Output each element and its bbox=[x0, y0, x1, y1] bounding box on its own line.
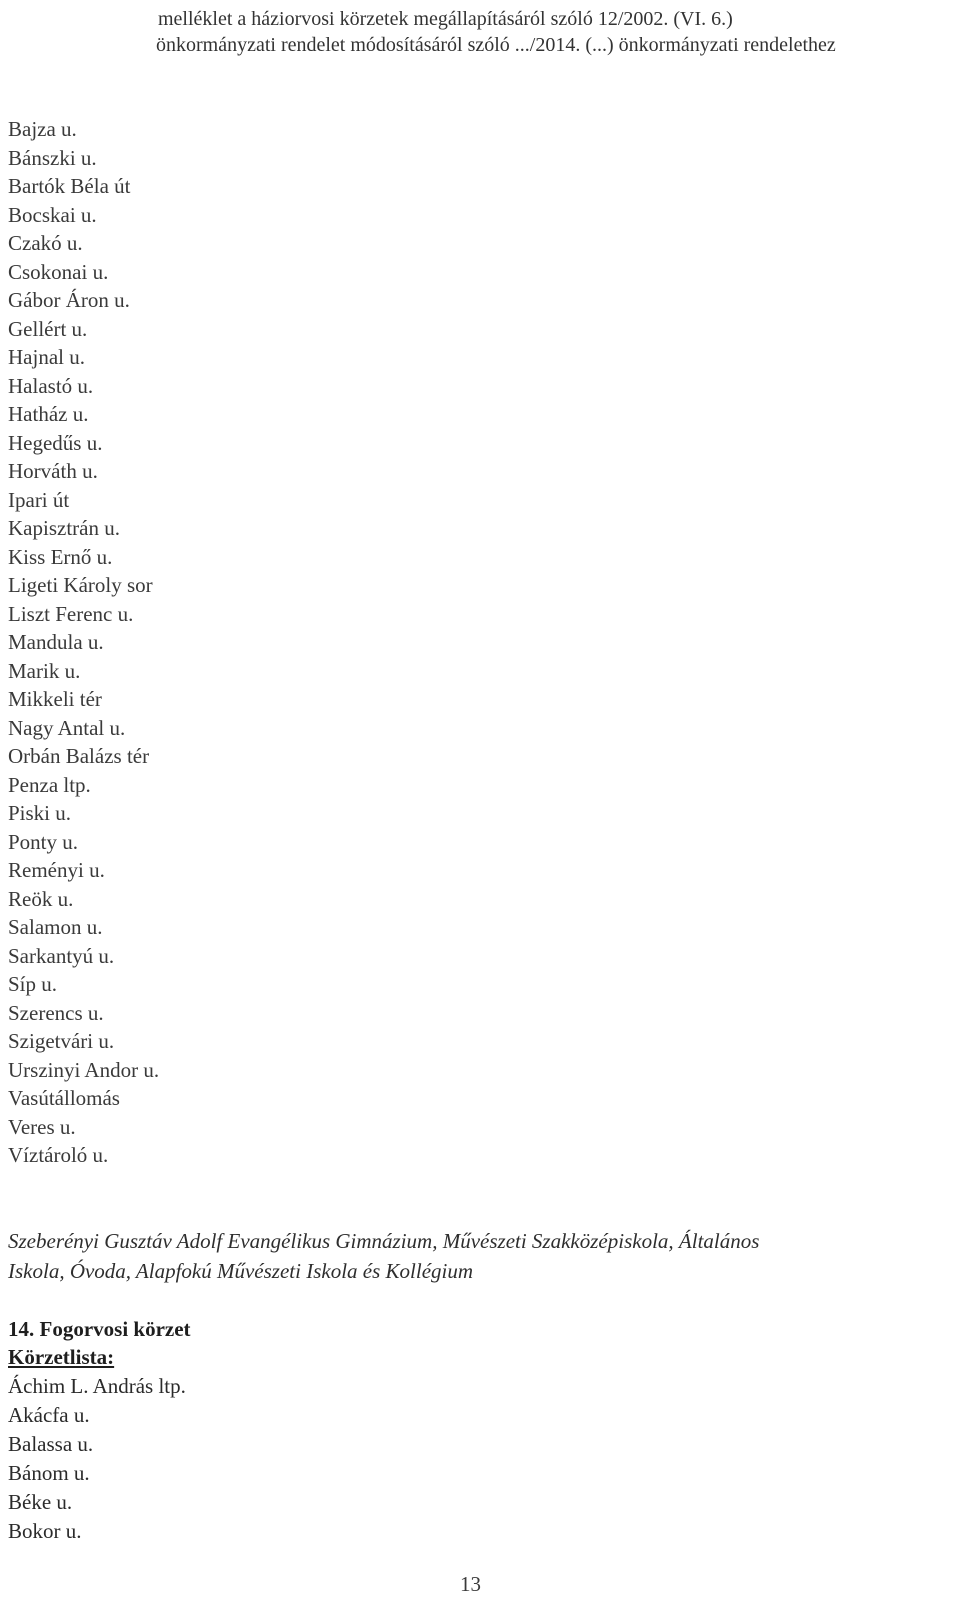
list-item: Reök u. bbox=[8, 886, 74, 911]
list-item: Halastó u. bbox=[8, 373, 94, 398]
list-item: Hatház u. bbox=[8, 402, 89, 426]
list-item: Víztároló u. bbox=[8, 1143, 109, 1167]
list-item: Mandula u. bbox=[8, 630, 104, 654]
list-item: Balassa u. bbox=[8, 1432, 94, 1456]
list-item: Bajza u. bbox=[8, 117, 77, 141]
street-list bbox=[8, 115, 159, 1170]
list-item: Csokonai u. bbox=[8, 259, 109, 284]
list-item: Urszinyi Andor u. bbox=[8, 1057, 160, 1082]
list-item: Bokor u. bbox=[8, 1519, 82, 1543]
list-item: Sarkantyú u. bbox=[8, 943, 115, 968]
section-title: 14. Fogorvosi körzet bbox=[8, 1317, 191, 1341]
list-item: Ipari út bbox=[8, 487, 70, 512]
list-item: Bánszki u. bbox=[8, 145, 97, 170]
list-item: Hajnal u. bbox=[8, 345, 85, 369]
list-item: Marik u. bbox=[8, 658, 81, 683]
list-item: Vasútállomás bbox=[8, 1086, 120, 1110]
institution-name bbox=[8, 1226, 948, 1286]
list-item: Szerencs u. bbox=[8, 1000, 104, 1025]
list-item: Horváth u. bbox=[8, 459, 98, 483]
document-header bbox=[158, 6, 958, 58]
list-item: Akácfa u. bbox=[8, 1403, 90, 1427]
list-item: Orbán Balázs tér bbox=[8, 744, 150, 768]
list-item: Gellért u. bbox=[8, 316, 88, 341]
list-item: Gábor Áron u. bbox=[8, 288, 130, 312]
list-item: Veres u. bbox=[8, 1114, 76, 1139]
list-item: Bánom u. bbox=[8, 1461, 90, 1485]
district-street-list bbox=[8, 1372, 186, 1546]
list-item: Ponty u. bbox=[8, 829, 79, 854]
district-list-label: Körzetlista: bbox=[8, 1345, 115, 1369]
list-item: Ligeti Károly sor bbox=[8, 573, 153, 597]
list-item: Penza ltp. bbox=[8, 772, 91, 797]
list-item: Czakó u. bbox=[8, 231, 83, 255]
list-item: Bartók Béla út bbox=[8, 174, 131, 198]
header-line-2: önkormányzati rendelet módosításáról szóló .../2014. (...) önkormányzati rendelethez bbox=[156, 34, 836, 56]
list-item: Bocskai u. bbox=[8, 202, 97, 227]
list-item: Béke u. bbox=[8, 1490, 73, 1514]
header-line-1: melléklet a háziorvosi körzetek megállapításáról szóló 12/2002. (VI. 6.) bbox=[158, 8, 733, 30]
list-item: Síp u. bbox=[8, 972, 58, 996]
list-item: Mikkeli tér bbox=[8, 687, 102, 711]
page-number: 13 bbox=[460, 1572, 481, 1596]
list-item: Kapisztrán u. bbox=[8, 516, 120, 540]
list-item: Szigetvári u. bbox=[8, 1029, 115, 1053]
list-item: Hegedűs u. bbox=[8, 430, 103, 455]
list-item: Reményi u. bbox=[8, 858, 105, 882]
list-item: Piski u. bbox=[8, 801, 72, 825]
list-item: Salamon u. bbox=[8, 915, 103, 939]
institution-line-1: Szeberényi Gusztáv Adolf Evangélikus Gimnázium, Művészeti Szakközépiskola, Általános bbox=[8, 1229, 760, 1253]
list-item: Kiss Ernő u. bbox=[8, 544, 113, 569]
list-item: Nagy Antal u. bbox=[8, 715, 126, 740]
list-item: Liszt Ferenc u. bbox=[8, 601, 134, 626]
institution-line-2: Iskola, Óvoda, Alapfokú Művészeti Iskola és Kollégium bbox=[8, 1259, 474, 1283]
list-item: Áchim L. András ltp. bbox=[8, 1374, 186, 1398]
